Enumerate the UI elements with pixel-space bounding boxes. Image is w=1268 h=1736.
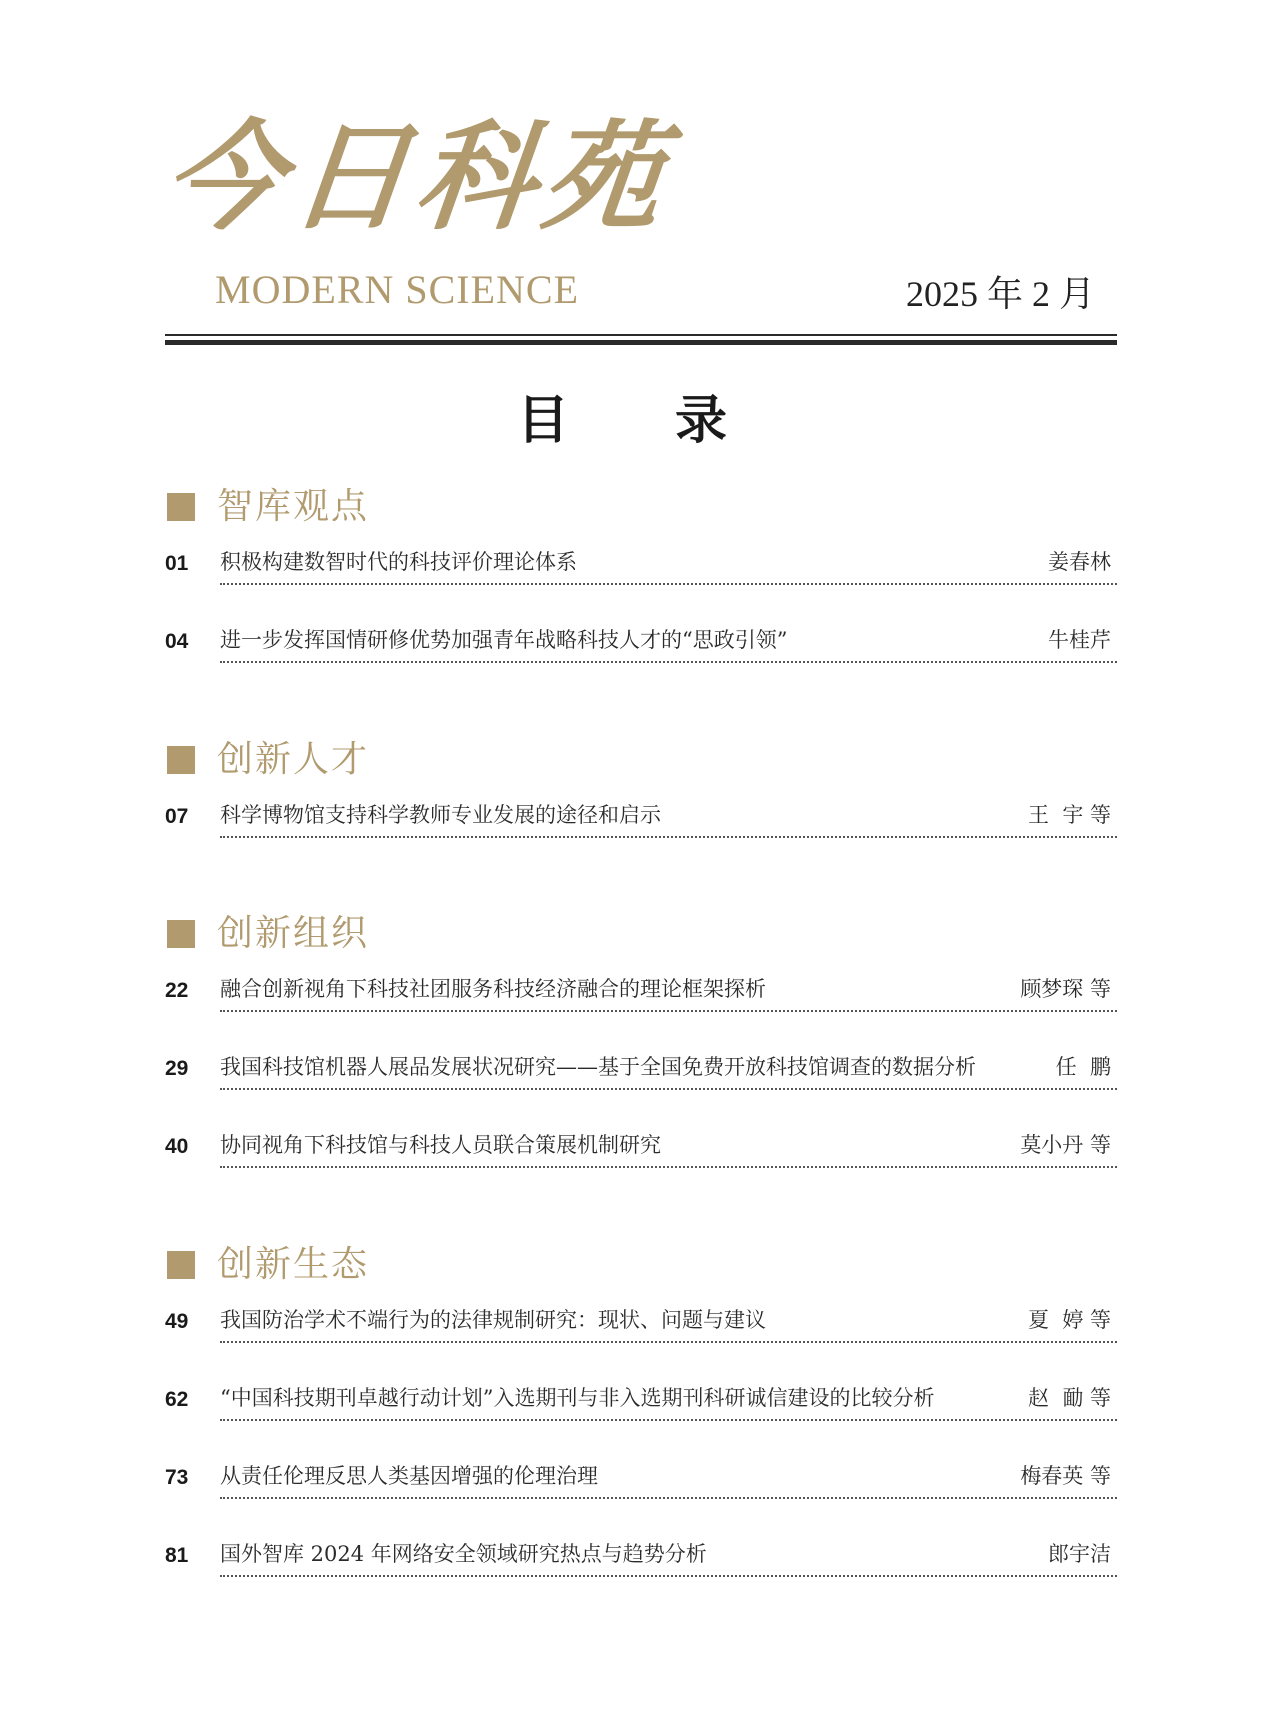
entry-page-number: 07 xyxy=(165,805,189,828)
toc-entry[interactable] xyxy=(165,1457,1117,1535)
dotted-leader xyxy=(220,1575,1117,1577)
entry-title: 进一步发挥国情研修优势加强青年战略科技人才的“思政引领” xyxy=(220,628,788,652)
toc-entry[interactable] xyxy=(165,1535,1117,1613)
toc-entry[interactable] xyxy=(165,796,1117,874)
entry-page-number: 04 xyxy=(165,630,189,653)
section-think-tank xyxy=(165,485,1117,699)
entry-author: 莫小丹 等 xyxy=(1020,1133,1111,1157)
dotted-leader xyxy=(220,836,1117,838)
entry-author: 赵 勔 等 xyxy=(1027,1386,1111,1410)
entry-title: 协同视角下科技馆与科技人员联合策展机制研究 xyxy=(220,1133,661,1157)
dotted-leader xyxy=(220,661,1117,663)
entry-page-number: 40 xyxy=(165,1135,189,1158)
entry-title: 国外智库 2024 年网络安全领域研究热点与趋势分析 xyxy=(220,1542,707,1566)
journal-logo-english: MODERN SCIENCE xyxy=(215,267,580,312)
entry-title: 我国科技馆机器人展品发展状况研究——基于全国免费开放科技馆调查的数据分析 xyxy=(220,1055,976,1079)
section-marker-icon xyxy=(167,493,195,521)
entry-author: 顾梦琛 等 xyxy=(1020,977,1111,1001)
dotted-leader xyxy=(220,1341,1117,1343)
entry-author: 梅春英 等 xyxy=(1020,1464,1111,1488)
section-header xyxy=(165,738,1117,782)
section-title: 创新人才 xyxy=(217,739,370,780)
entry-author: 任 鹏 xyxy=(1055,1055,1111,1079)
entry-title: 积极构建数智时代的科技评价理论体系 xyxy=(220,550,577,574)
dotted-leader xyxy=(220,1088,1117,1090)
section-header xyxy=(165,1243,1117,1287)
entry-title: 融合创新视角下科技社团服务科技经济融合的理论框架探析 xyxy=(220,977,766,1001)
contents-heading: 目 录 xyxy=(516,391,772,451)
section-marker-icon xyxy=(167,1251,195,1279)
entry-page-number: 29 xyxy=(165,1057,189,1080)
entry-author: 姜春林 xyxy=(1048,550,1111,574)
toc-entry[interactable] xyxy=(165,621,1117,699)
section-header xyxy=(165,912,1117,956)
entry-title: 从责任伦理反思人类基因增强的伦理治理 xyxy=(220,1464,598,1488)
dotted-leader xyxy=(220,583,1117,585)
entry-page-number: 22 xyxy=(165,979,189,1002)
entry-page-number: 49 xyxy=(165,1310,189,1333)
entry-page-number: 73 xyxy=(165,1466,189,1489)
journal-logo-chinese: 今日科苑 xyxy=(157,107,677,246)
toc-entry[interactable] xyxy=(165,970,1117,1048)
section-title: 创新组织 xyxy=(217,913,370,954)
toc-entry[interactable] xyxy=(165,1126,1117,1204)
section-innovation-organization xyxy=(165,912,1117,1204)
dotted-leader xyxy=(220,1419,1117,1421)
section-marker-icon xyxy=(167,746,195,774)
entry-author: 王 宇 等 xyxy=(1027,803,1111,827)
issue-date: 2025 年 2 月 xyxy=(905,274,1095,314)
entry-title: “中国科技期刊卓越行动计划”入选期刊与非入选期刊科研诚信建设的比较分析 xyxy=(220,1386,935,1410)
section-marker-icon xyxy=(167,920,195,948)
dotted-leader xyxy=(220,1166,1117,1168)
toc-entry[interactable] xyxy=(165,1048,1117,1126)
header-rule-thick xyxy=(165,340,1117,345)
entry-title: 我国防治学术不端行为的法律规制研究：现状、问题与建议 xyxy=(220,1308,766,1332)
dotted-leader xyxy=(220,1497,1117,1499)
entry-page-number: 62 xyxy=(165,1388,189,1411)
toc-entry[interactable] xyxy=(165,1379,1117,1457)
section-innovation-ecosystem xyxy=(165,1243,1117,1613)
section-title: 智库观点 xyxy=(217,486,370,527)
header-rule-thin xyxy=(165,334,1117,336)
entry-author: 夏 婷 等 xyxy=(1027,1308,1111,1332)
section-title: 创新生态 xyxy=(217,1244,370,1285)
entry-author: 牛桂芹 xyxy=(1048,628,1111,652)
dotted-leader xyxy=(220,1010,1117,1012)
section-innovation-talent xyxy=(165,738,1117,874)
entry-author: 郎宇洁 xyxy=(1048,1542,1111,1566)
toc-entry[interactable] xyxy=(165,1301,1117,1379)
masthead xyxy=(157,107,1117,343)
toc-entry[interactable] xyxy=(165,543,1117,621)
entry-title: 科学博物馆支持科学教师专业发展的途径和启示 xyxy=(220,803,661,827)
section-header xyxy=(165,485,1117,529)
entry-page-number: 81 xyxy=(165,1544,189,1567)
entry-page-number: 01 xyxy=(165,552,189,575)
